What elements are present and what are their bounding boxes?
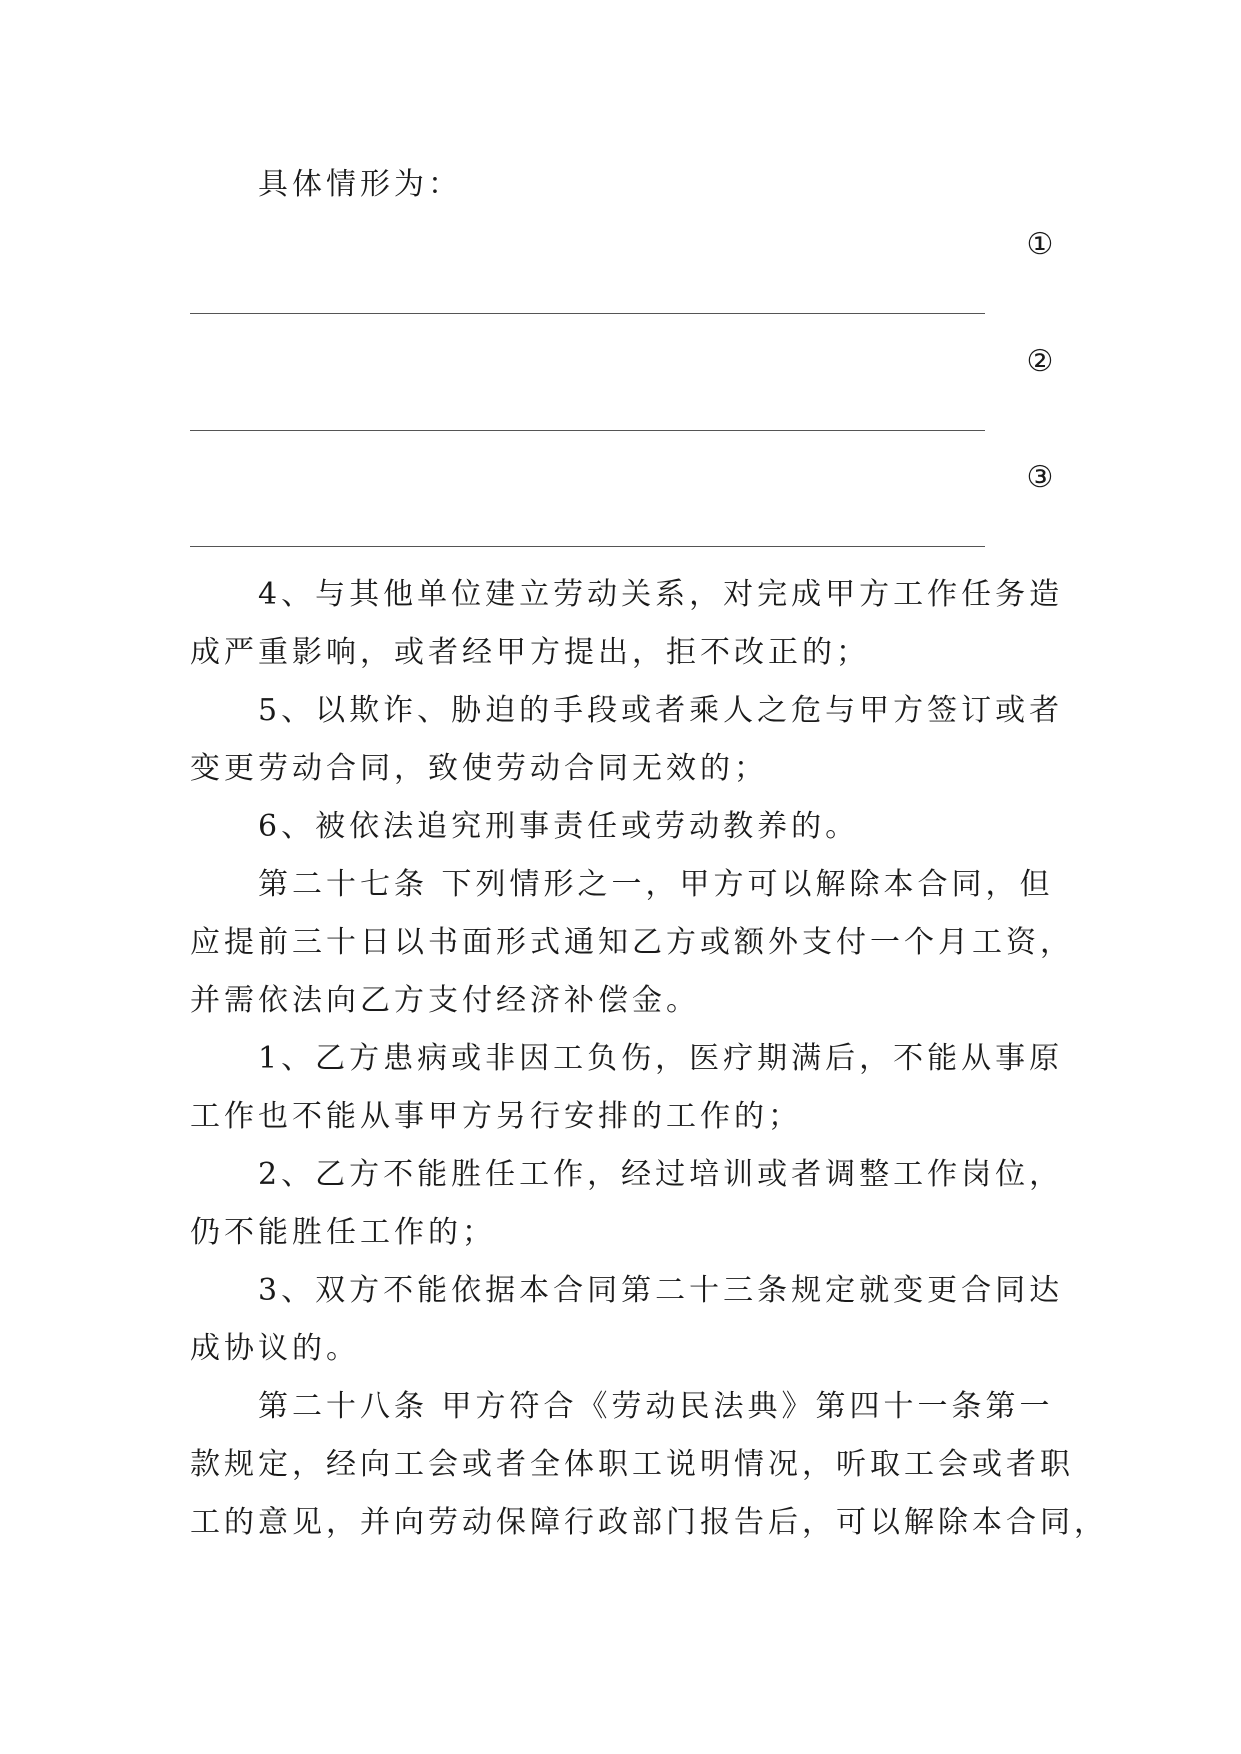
paragraph-line: 成协议的。: [190, 1331, 360, 1366]
article-28-heading-line: 第二十八条 甲方符合《劳动民法典》第四十一条第一: [258, 1389, 1054, 1424]
paragraph-line: 仍不能胜任工作的；: [190, 1215, 496, 1250]
item-marker-1: ①: [1026, 227, 1054, 262]
fill-in-blank-line-3: [190, 546, 985, 547]
paragraph-line: 应提前三十日以书面形式通知乙方或额外支付一个月工资，: [190, 925, 1074, 960]
paragraph-line: 款规定，经向工会或者全体职工说明情况，听取工会或者职: [190, 1447, 1074, 1482]
article-27-heading-line: 第二十七条 下列情形之一，甲方可以解除本合同，但: [258, 867, 1054, 902]
intro-text: 具体情形为：: [258, 167, 462, 202]
paragraph-line: 5、以欺诈、胁迫的手段或者乘人之危与甲方签订或者: [258, 693, 1064, 728]
paragraph-line: 工的意见，并向劳动保障行政部门报告后，可以解除本合同，: [190, 1505, 1108, 1540]
paragraph-line: 工作也不能从事甲方另行安排的工作的；: [190, 1099, 802, 1134]
paragraph-line: 成严重影响，或者经甲方提出，拒不改正的；: [190, 635, 870, 670]
fill-in-blank-line-1: [190, 313, 985, 314]
paragraph-line: 2、乙方不能胜任工作，经过培训或者调整工作岗位，: [258, 1157, 1064, 1192]
paragraph-line: 变更劳动合同，致使劳动合同无效的；: [190, 751, 768, 786]
paragraph-line: 并需依法向乙方支付经济补偿金。: [190, 983, 700, 1018]
item-marker-3: ③: [1026, 460, 1054, 495]
item-marker-2: ②: [1026, 344, 1054, 379]
fill-in-blank-line-2: [190, 430, 985, 431]
paragraph-line: 1、乙方患病或非因工负伤，医疗期满后，不能从事原: [258, 1041, 1064, 1076]
paragraph-line: 4、与其他单位建立劳动关系，对完成甲方工作任务造: [258, 577, 1064, 612]
paragraph-line: 6、被依法追究刑事责任或劳动教养的。: [258, 809, 860, 844]
paragraph-line: 3、双方不能依据本合同第二十三条规定就变更合同达: [258, 1273, 1064, 1308]
